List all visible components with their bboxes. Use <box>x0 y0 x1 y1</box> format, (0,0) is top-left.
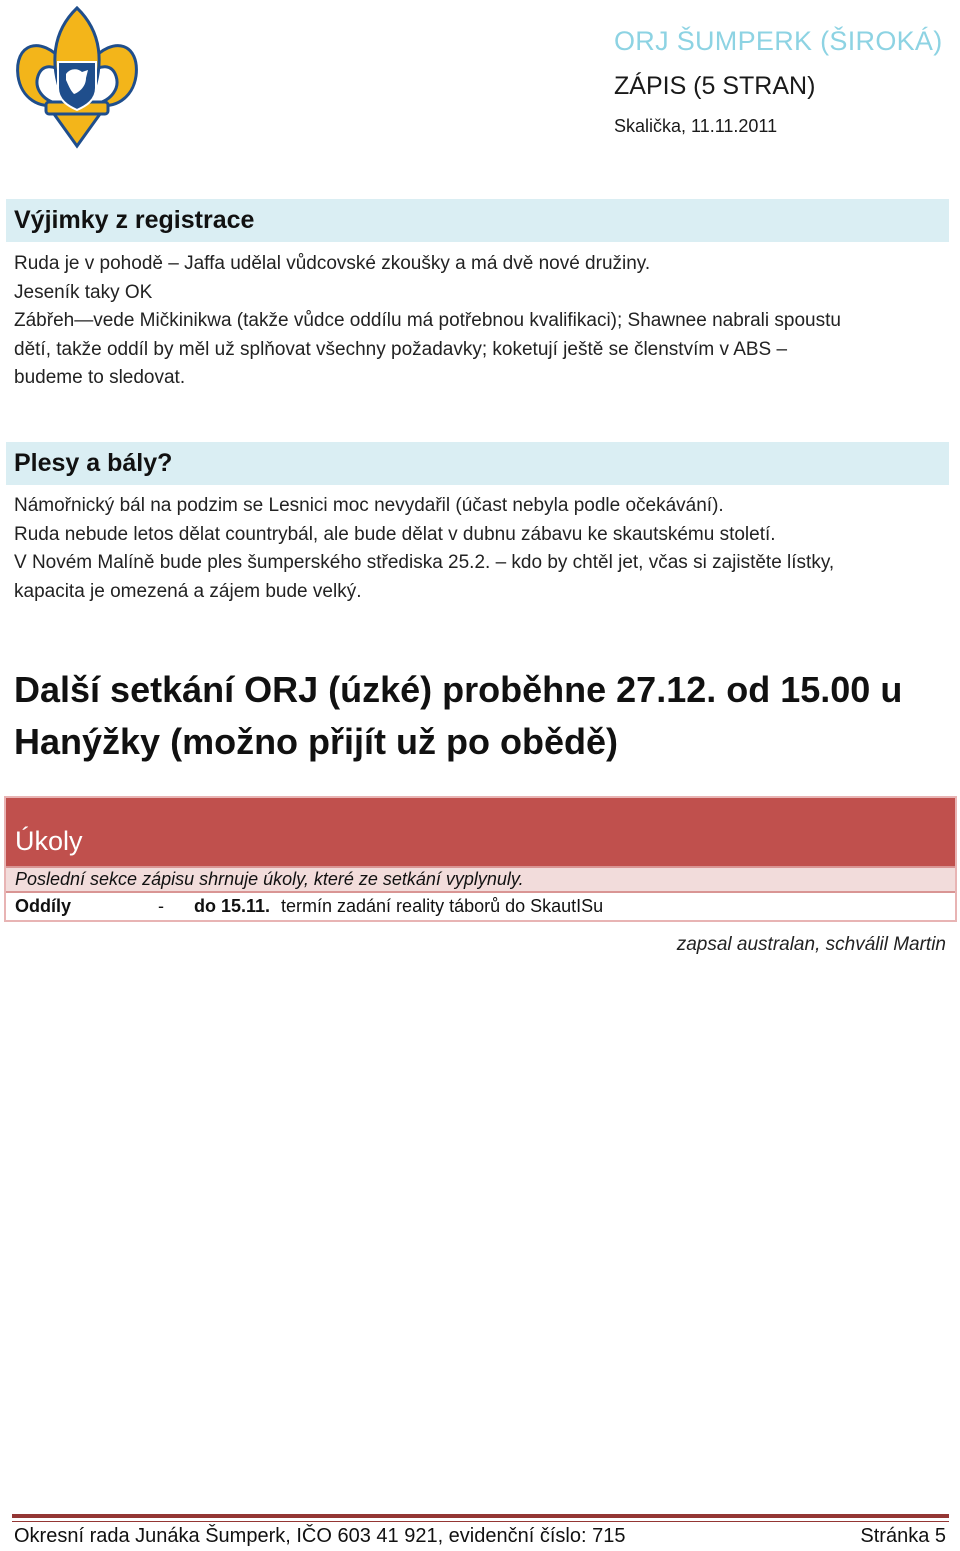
tasks-subtitle: Poslední sekce zápisu shrnuje úkoly, které ze setkání vyplynuly. <box>6 866 955 893</box>
footer-page-number: Stránka 5 <box>860 1525 946 1547</box>
paragraph-line: kapacita je omezená a zájem bude velký. <box>14 580 362 602</box>
paragraph-line: Ruda je v pohodě – Jaffa udělal vůdcovské zkoušky a má dvě nové družiny. <box>14 253 651 274</box>
paragraph-line: Zábřeh—vede Mičkinikwa (takže vůdce oddílu má potřebnou kvalifikaci); Shawnee nabrali spoustu <box>14 310 841 331</box>
footer-divider <box>12 1514 949 1518</box>
header-organization: ORJ ŠUMPERK (ŠIROKÁ) <box>614 26 943 56</box>
next-meeting-line: Další setkání ORJ (úzké) proběhne 27.12. od 15.00 u <box>14 669 903 710</box>
paragraph-line: Ruda nebude letos dělat countrybál, ale bude dělat v dubnu zábavu ke skautskému století. <box>14 523 776 545</box>
paragraph-line: dětí, takže oddíl by měl už splňovat všechny požadavky; koketují ještě se členstvím v ABS – <box>14 338 788 360</box>
task-assignee: Oddíly <box>15 896 72 916</box>
header-place-date: Skalička, 11.11.2011 <box>614 116 778 136</box>
tasks-table <box>4 796 957 922</box>
table-row <box>6 893 955 920</box>
section-heading-registration: Výjimky z registrace <box>6 199 949 242</box>
task-deadline: do 15.11. <box>194 896 271 916</box>
next-meeting-line: Hanýžky (možno přijít už po obědě) <box>14 721 619 762</box>
paragraph-line: Jeseník taky OK <box>14 281 153 303</box>
paragraph-line: V Novém Malíně bude ples šumperského střediska 25.2. – kdo by chtěl jet, včas si zajistěte lístky, <box>14 552 835 573</box>
paragraph-line: Námořnický bál na podzim se Lesnici moc nevydařil (účast nebyla podle očekávání). <box>14 495 724 516</box>
tasks-heading: Úkoly <box>6 798 955 866</box>
header-document-title: ZÁPIS (5 STRAN) <box>614 72 816 100</box>
section-heading-balls: Plesy a bály? <box>6 442 949 485</box>
scout-fleur-de-lis-logo <box>12 4 142 150</box>
paragraph-line: budeme to sledovat. <box>14 367 186 388</box>
section-body-registration <box>14 250 944 393</box>
task-separator: - <box>158 896 164 916</box>
footer-divider-thin <box>12 1521 949 1522</box>
minutes-signature: zapsal australan, schválil Martin <box>676 934 946 955</box>
task-description: termín zadání reality táborů do SkautISu <box>281 896 604 916</box>
footer-organization-info: Okresní rada Junáka Šumperk, IČO 603 41 921, evidenční číslo: 715 <box>14 1525 626 1547</box>
section-body-balls <box>14 492 944 606</box>
next-meeting-announcement <box>14 664 954 768</box>
